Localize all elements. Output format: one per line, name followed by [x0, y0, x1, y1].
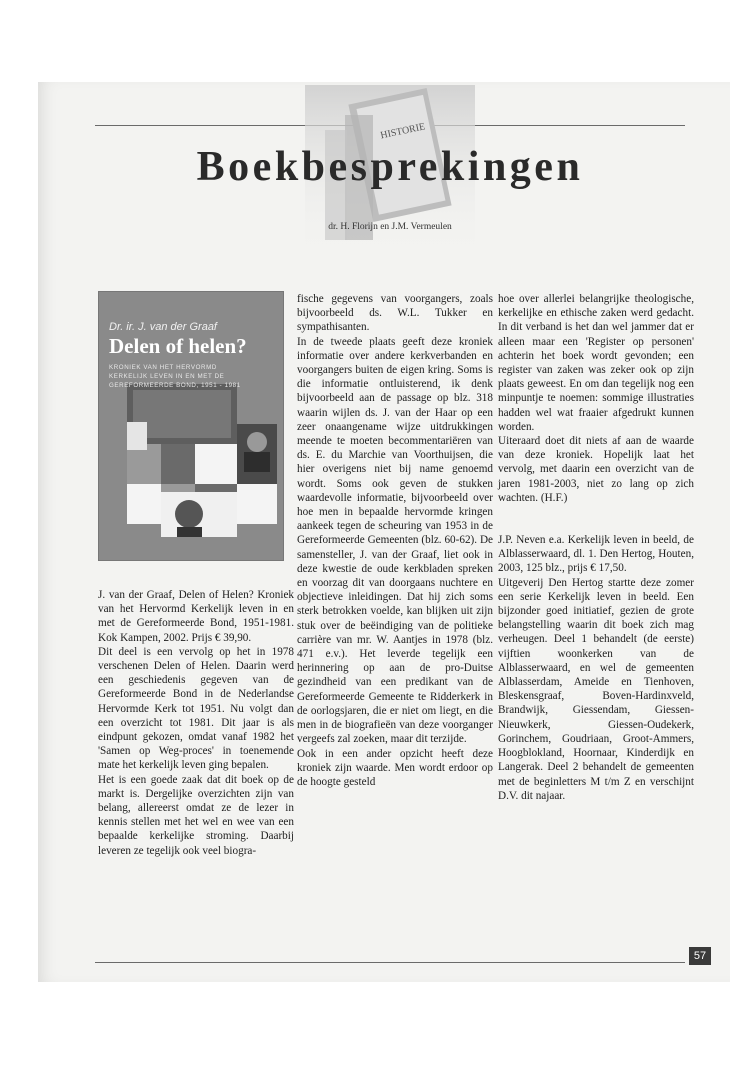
cover-subtitle-line: KERKELIJK LEVEN IN EN MET DE [109, 373, 225, 380]
column-1 [98, 588, 294, 858]
column-3 [498, 292, 694, 803]
cover-subtitle-line: KRONIEK VAN HET HERVORMD [109, 364, 217, 371]
paragraph: Dit deel is een vervolg op het in 1978 verschenen Delen of Helen. Daarin werd een geschiedenis gegeven van de Gereformeerde Bond in de Nederlandse Hervormde Kerk tot 1951. Nu volgt dan een overzicht tot 1981. Dit jaar is als eindpunt gekozen, omdat vanaf 1982 het 'Samen op Weg-proces' in toenemende mate het kerkelijk leven ging bepalen. [98, 645, 294, 772]
cover-author: Dr. ir. J. van der Graaf [109, 321, 217, 333]
review-citation: J.P. Neven e.a. Kerkelijk leven in beeld, de Alblasserwaard, dl. 1. Den Hertog, Houten, 2003, 125 blz., prijs € 17,50. [498, 534, 694, 575]
paragraph: Het is een goede zaak dat dit boek op de markt is. Dergelijke overzichten zijn van belang, allereerst omdat ze de lezer in kennis stellen met het wel en wee van een bepaalde kerkelijke stroming. Daarbij leveren ze tegelijk ook veel biogra- [98, 773, 294, 857]
paragraph: Uitgeverij Den Hertog startte deze zomer een serie Kerkelijk leven in beeld. Een bijzonder goed initiatief, gezien de grote belangstelling waarin dit boek zich mag verheugen. Deel 1 behandelt (de eerste) vijftien woonkerken van de Alblasserwaard, en wel de gemeenten Alblasserdam, Ameide en Tienhoven, Bleskensgraaf, Boven-Hardinxveld, Brandwijk, Giessendam, Giessen-Nieuwkerk, Giessen-Oudekerk, Gorinchem, Goudriaan, Groot-Ammers, Hoogblokland, Hoornaar, Kinderdijk en Langerak. Deel 2 behandelt de gemeenten met de beginletters M t/m Z en verschijnt D.V. dit najaar. [498, 576, 694, 802]
cover-subtitle [109, 363, 279, 390]
paragraph: Ook in een ander opzicht heeft deze kroniek zijn waarde. Men wordt erdoor op de hoogte gesteld [297, 747, 493, 788]
book-cover [98, 291, 284, 561]
author-byline: dr. H. Florijn en J.M. Vermeulen [328, 222, 452, 232]
cover-subtitle-line: GEREFORMEERDE BOND, 1951 - 1981 [109, 382, 241, 389]
paragraph: In de tweede plaats geeft deze kroniek informatie over andere kerkverbanden en voorgangers buiten de eigen kring. Soms is die informatie ontluisterend, ik denk bijvoorbeeld aan de passage op blz. 318 waarin wijlen ds. J. van der Haar op een zeer onaangename wijze uitdrukkingen meende te moeten becommentariëren van ds. E. du Marchie van Voorthuijsen, die hier overigens niet bij name genoemd wordt. Soms ook geven de stukken waardevolle informatie, bijvoorbeeld over hoe men in bepaalde hervormde kringen aankeek tegen de scheuring van 1953 in de Gereformeerde Gemeenten (blz. 60-62). De samensteller, J. van der Graaf, liet ook in deze kwestie de oude kerkbladen spreken en voorzag dit van doorgaans nuchtere en objectieve inleidingen. Dat hij zich soms sterk betrokken voelde, kan blijken uit zijn stuk over de beëindiging van de politieke carrière van mr. W. Aantjes in 1978 (blz. 471 e.v.). Het leverde tegelijk een herinnering op aan de pro-Duitse gezindheid van een predikant van de Gereformeerde Gemeente te Ridderkerk in de oorlogsjaren, die er niet om liegt, en die men in de biografieën van deze voorganger vergeefs zal zoeken, maar dit terzijde. [297, 335, 493, 746]
paragraph: hoe over allerlei belangrijke theologische, kerkelijke en ethische zaken werd gedacht. In dit verband is het dan wel jammer dat er alleen maar een 'Register op personen' achterin het boek wordt gevonden; een register van zaken was zeker ook op zijn plaats geweest. En om dan tegelijk nog een minpuntje te noemen: sommige illustraties hadden wel wat fraaier afgedrukt kunnen worden. [498, 293, 694, 433]
page-title: Boekbesprekingen [196, 144, 584, 190]
svg-text:HISTORIE: HISTORIE [379, 121, 427, 142]
bottom-rule [95, 962, 685, 963]
paragraph: fische gegevens van voorgangers, zoals bijvoorbeeld ds. W.L. Tukker en sympathisanten. [297, 293, 493, 334]
page-number: 57 [689, 947, 711, 965]
review-citation: J. van der Graaf, Delen of Helen? Kroniek van het Hervormd Kerkelijk leven in en met de Gereformeerde Bond, 1951-1981. Kok Kampen, 2002. Prijs € 39,90. [98, 589, 294, 644]
column-2 [297, 292, 493, 789]
paragraph: Uiteraard doet dit niets af aan de waarde van deze kroniek. Hopelijk laat het vervolg, met daarin een overzicht van de jaren 1981-2003, niet zo lang op zich wachten. (H.F.) [498, 435, 694, 504]
cover-title: Delen of helen? [109, 334, 247, 358]
